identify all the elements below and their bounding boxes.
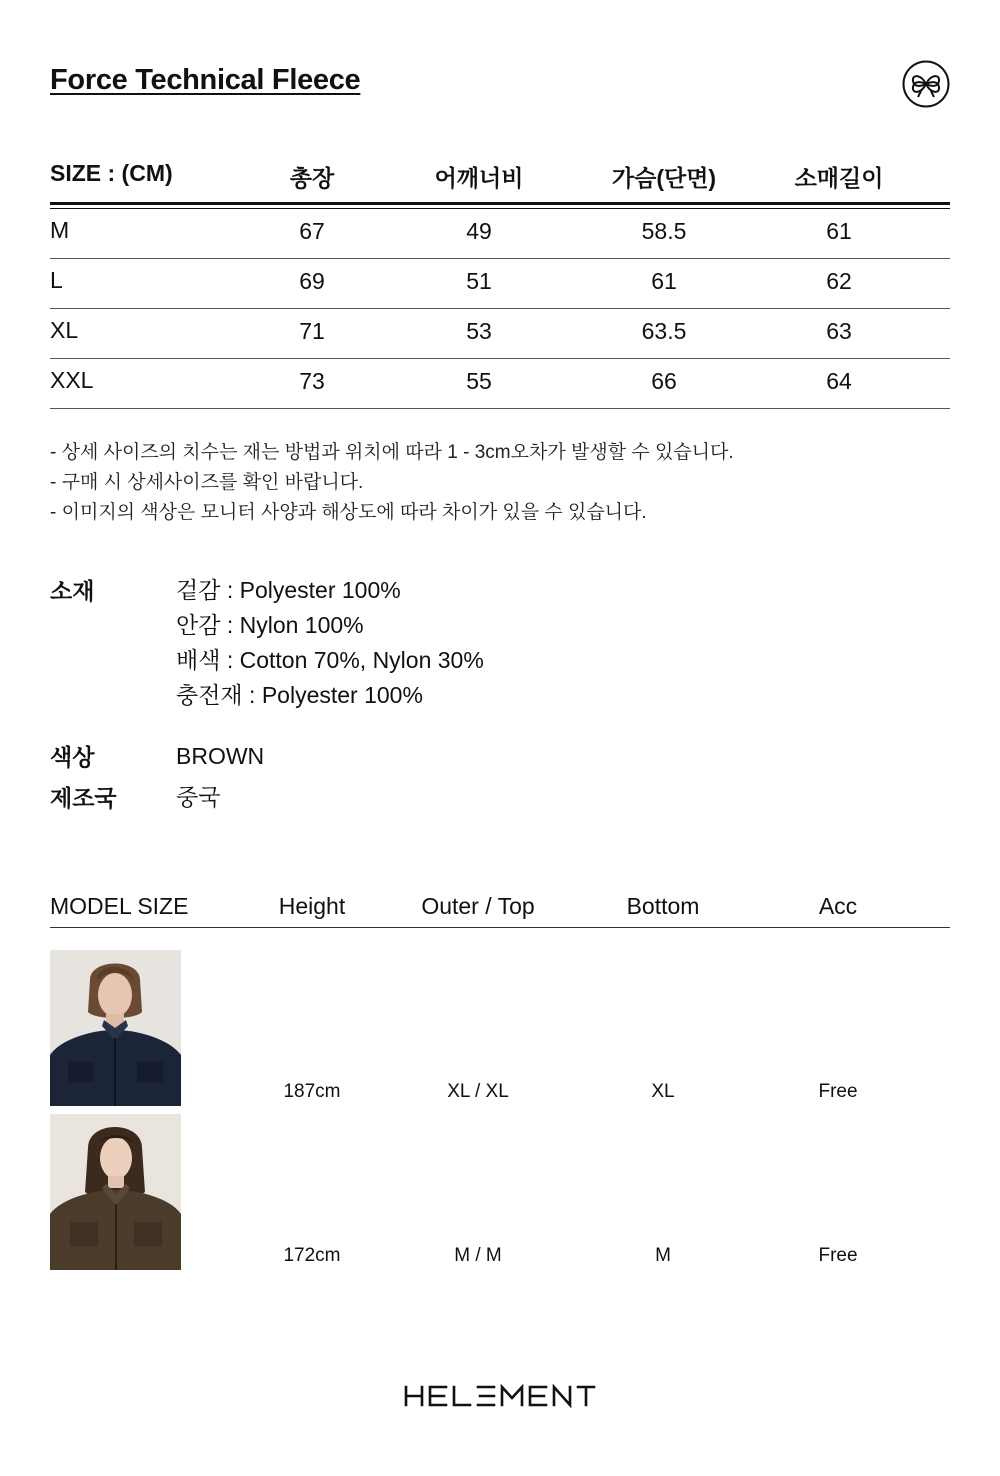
header-outer-top: Outer / Top [421,893,535,919]
page-title: Force Technical Fleece [50,64,361,96]
color-value: BROWN [176,743,265,769]
model-size-header [50,890,950,928]
size-label: L [50,267,63,293]
material-value: 배색 : Cotton 70%, Nylon 30% [176,647,484,673]
table-cell: 73 [299,368,325,394]
table-cell: 61 [651,268,677,294]
table-cell: 51 [466,268,492,294]
origin-label: 제조국 [50,785,117,811]
table-cell: 66 [651,368,677,394]
header-length: 총장 [289,165,335,191]
header-sleeve: 소매길이 [794,165,884,191]
table-row [50,209,950,259]
table-cell: 63.5 [641,318,687,344]
header-height: Height [278,893,346,919]
note-line: - 이미지의 색상은 모니터 사양과 해상도에 따라 차이가 있을 수 있습니다. [50,502,647,523]
model-outer-top: M / M [454,1245,502,1266]
model-bottom: M [655,1245,671,1266]
brand-emblem-icon [902,60,950,108]
size-notes [50,438,734,528]
material-value: 충전재 : Polyester 100% [176,682,423,708]
model-row [50,1245,950,1269]
size-label: M [50,217,70,243]
header-shoulder: 어깨너비 [434,165,524,191]
table-cell: 64 [826,368,852,394]
table-cell: 69 [299,268,325,294]
table-cell: 67 [299,218,325,244]
note-line: - 상세 사이즈의 치수는 재는 방법과 위치에 따라 1 - 3cm오차가 발생할 수 있습니다. [50,442,734,463]
table-cell: 63 [826,318,852,344]
model-height: 172cm [283,1245,341,1266]
size-table-header [50,150,950,205]
model-row [50,1081,950,1105]
origin-value: 중국 [176,784,221,810]
header-bottom: Bottom [626,893,700,919]
material-values [176,573,484,713]
brand-logo [404,1384,596,1408]
header-acc: Acc [818,893,858,919]
header-size: SIZE : (CM) [50,160,173,186]
note-line: - 구매 시 상세사이즈를 확인 바랍니다. [50,472,364,493]
table-row [50,309,950,359]
header-model-size: MODEL SIZE [50,893,189,919]
table-cell: 53 [466,318,492,344]
table-cell: 62 [826,268,852,294]
header-chest: 가슴(단면) [611,165,717,191]
table-cell: 49 [466,218,492,244]
table-cell: 61 [826,218,852,244]
table-row [50,259,950,309]
model-acc: Free [818,1081,858,1102]
model-outer-top: XL / XL [447,1081,509,1102]
table-cell: 71 [299,318,325,344]
table-row [50,359,950,409]
table-cell: 58.5 [641,218,687,244]
model-height: 187cm [283,1081,341,1102]
table-cell: 55 [466,368,492,394]
model-acc: Free [818,1245,858,1266]
size-label: XL [50,317,79,343]
model-bottom: XL [651,1081,675,1102]
material-value: 안감 : Nylon 100% [176,612,364,638]
material-label: 소재 [50,578,95,604]
color-label: 색상 [50,744,95,770]
size-table [50,150,950,409]
material-value: 겉감 : Polyester 100% [176,577,401,603]
size-label: XXL [50,367,94,393]
